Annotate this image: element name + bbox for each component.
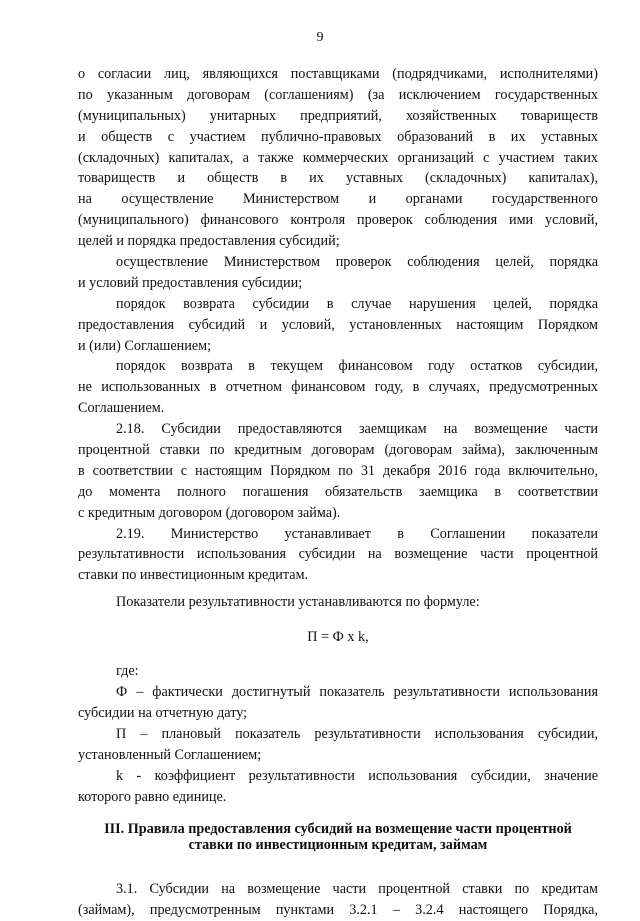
where-label: где: — [116, 663, 139, 680]
definition-line: Ф – фактически достигнутый показатель результативности использования — [116, 684, 598, 701]
paragraph-2-19: 2.19. Министерство устанавливает в Соглашении показатели — [116, 525, 598, 542]
text-line: по указанным договорам (соглашениям) (за исключением государственных — [78, 86, 598, 103]
text-line: и обществ с участием публично-правовых образований в их уставных — [78, 128, 598, 145]
document-body — [78, 64, 598, 921]
text-line: порядок возврата в текущем финансовом году остатков субсидии, — [116, 358, 598, 375]
text-line: процентной ставки по кредитным договорам (договорам займа), заключенным — [78, 442, 598, 459]
formula: П = Ф x k, — [307, 629, 369, 646]
definition-line: П – плановый показатель результативности использования субсидии, — [116, 725, 598, 742]
text-line: с кредитным договором (договором займа). — [78, 504, 341, 521]
page-number: 9 — [316, 30, 324, 45]
text-line: о согласии лиц, являющихся поставщиками (подрядчиками, исполнителями) — [78, 66, 598, 82]
text-line: и условий предоставления субсидии; — [78, 274, 303, 291]
text-line: Соглашением. — [78, 400, 165, 417]
text-line: и (или) Соглашением; — [78, 337, 212, 354]
definition-line: k - коэффициент результативности использования субсидии, значение — [116, 767, 598, 784]
text-line: товариществ и обществ в их уставных (складочных) капиталах), — [78, 170, 598, 187]
text-line: (муниципального) финансового контроля проверок соблюдения ими условий, — [78, 212, 598, 229]
text-line: (муниципальных) унитарных предприятий, хозяйственных товариществ — [78, 107, 598, 124]
section-heading: ставки по инвестиционным кредитам, займам — [188, 837, 488, 854]
text-line: (займам), предусмотренным пунктами 3.2.1 – 3.2.4 настоящего Порядка, — [78, 902, 598, 919]
text-line: (складочных) капиталах, а также коммерческих организаций с участием таких — [78, 149, 598, 166]
text-line: Показатели результативности устанавливаются по формуле: — [116, 594, 480, 611]
definition-line: установленный Соглашением; — [78, 746, 262, 763]
definition-line: субсидии на отчетную дату; — [78, 704, 248, 721]
text-line: в соответствии с настоящим Порядком по 31 декабря 2016 года включительно, — [78, 462, 598, 479]
text-line: предоставления субсидий и условий, установленных настоящим Порядком — [78, 316, 598, 333]
text-line: на осуществление Министерством и органами государственного — [78, 191, 598, 208]
paragraph-2-18: 2.18. Субсидии предоставляются заемщикам на возмещение части — [116, 421, 598, 438]
section-heading: III. Правила предоставления субсидий на возмещение части процентной — [104, 821, 572, 838]
text-line: до момента полного погашения обязательств заемщика в соответствии — [78, 483, 598, 500]
paragraph-3-1: 3.1. Субсидии на возмещение части процентной ставки по кредитам — [116, 881, 598, 898]
text-line: целей и порядка предоставления субсидий; — [78, 233, 340, 250]
text-line: результативности использования субсидии на возмещение части процентной — [78, 546, 598, 563]
definition-line: которого равно единице. — [78, 788, 227, 805]
text-line: не использованных в отчетном финансовом году, в случаях, предусмотренных — [78, 379, 598, 396]
text-line: порядок возврата субсидии в случае нарушения целей, порядка — [116, 295, 598, 312]
text-line: осуществление Министерством проверок соблюдения целей, порядка — [116, 254, 598, 271]
text-line: ставки по инвестиционным кредитам. — [78, 567, 309, 584]
